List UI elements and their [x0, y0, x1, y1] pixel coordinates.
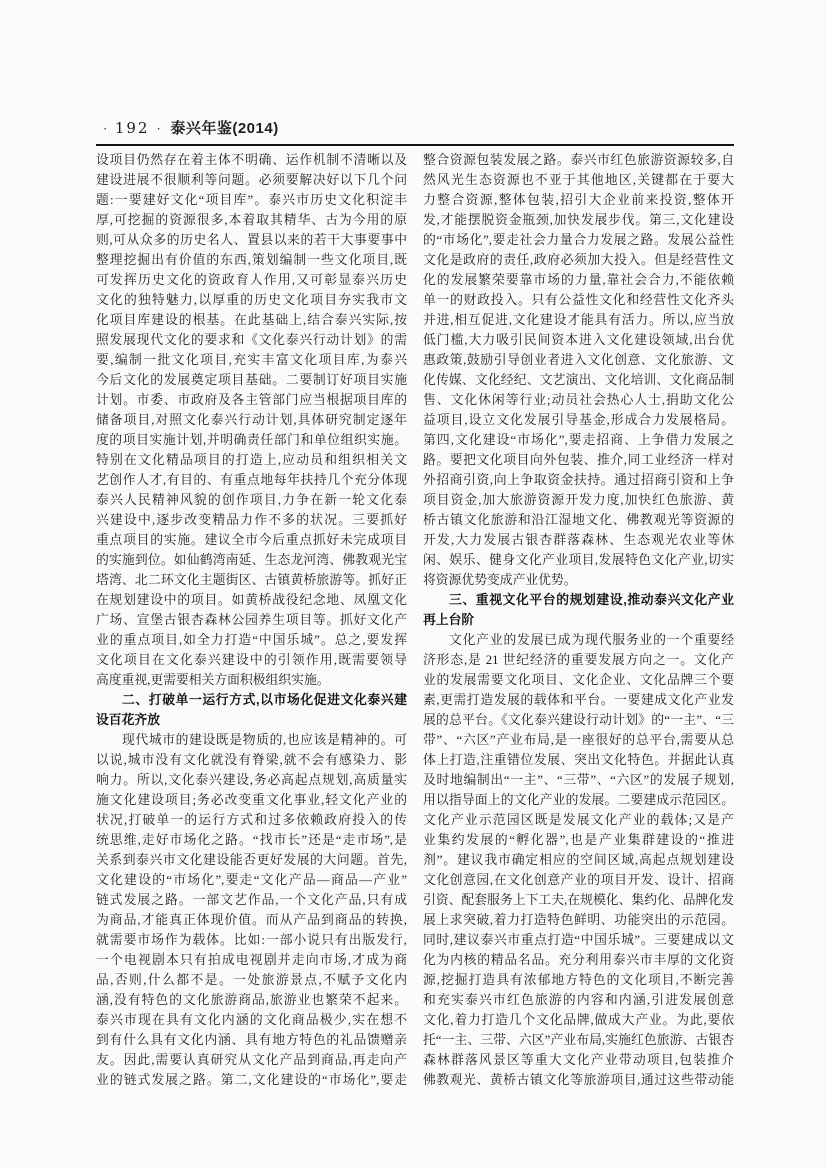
text-line: 文化,着力打造几个文化品牌,做成大产业。为此,要依 — [423, 1013, 734, 1027]
text-line: 并进,相互促进,文化建设才能具有活力。所以,应当放 — [423, 313, 734, 327]
text-line: 储备项目,对照文化泰兴行动计划,具体研究制定逐年 — [96, 413, 407, 427]
text-line: 及时地编制出“一主”、“三带”、“六区”的发展子规划, — [423, 773, 734, 787]
text-line: 托“一主、三带、六区”产业布局,实施红色旅游、古银杏 — [423, 1033, 734, 1047]
text-line: 品,否则,什么都不是。一处旅游景点,不赋予文化内 — [96, 973, 407, 987]
text-line: 重点项目的实施。建议全市今后重点抓好未完成项目 — [96, 533, 407, 547]
two-column-text — [96, 150, 734, 1090]
text-line: 桥古镇文化旅游和沿江湿地文化、佛教观光等资源的 — [423, 513, 734, 527]
text-line: 外招商引资,向上争取资金扶持。通过招商引资和上争 — [423, 473, 734, 487]
text-line: 体上打造,注重错位发展、突出文化特色。并据此认真 — [423, 753, 734, 767]
text-line: 业的链式发展之路。第二,文化建设的“市场化”,要走 — [96, 1073, 407, 1087]
section-2-paragraph — [96, 730, 407, 1090]
text-line: 路。要把文化项目向外包装、推介,同工业经济一样对 — [423, 453, 734, 467]
text-line: 引资、配套服务上下工夫,在规模化、集约化、品牌化发 — [423, 893, 734, 907]
text-line: 剂”。建议我市确定相应的空间区域,高起点规划建设 — [423, 853, 734, 867]
text-line: 展上求突破,着力打造特色鲜明、功能突出的示范园。 — [423, 913, 734, 927]
text-line: 发,才能摆脱资金瓶颈,加快发展步伐。第三,文化建设 — [423, 213, 734, 227]
text-line: 和充实泰兴市红色旅游的内容和内涵,引进发展创意 — [423, 993, 734, 1007]
text-line: 化的发展繁荣要靠市场的力量,靠社会合力,不能依赖 — [423, 273, 734, 287]
text-line: 在规划建设中的项目。如黄桥战役纪念地、凤凰文化 — [96, 593, 407, 607]
text-line: 照发展现代文化的要求和《文化泰兴行动计划》的需 — [96, 333, 407, 347]
text-line: 友。因此,需要认真研究从文化产品到商品,再走向产 — [96, 1053, 407, 1067]
text-line: 高度重视,更需要相关方面积极组织实施。 — [96, 673, 330, 687]
text-line: 响力。所以,文化泰兴建设,务必高起点规划,高质量实 — [96, 773, 407, 787]
text-line: 文化项目在文化泰兴建设中的引领作用,既需要领导 — [96, 653, 407, 667]
text-line: 的“市场化”,要走社会力量合力发展之路。发展公益性 — [423, 233, 734, 247]
page-number: 192 — [114, 119, 150, 137]
text-line: 度的项目实施计划,并明确责任部门和单位组织实施。 — [96, 433, 407, 447]
text-line: 特别在文化精品项目的打造上,应动员和组织相关文 — [96, 453, 407, 467]
text-line: 低门槛,大力吸引民间资本进入文化建设领域,出台优 — [423, 333, 734, 347]
right-column — [423, 150, 734, 1090]
text-line: 链式发展之路。一部文艺作品,一个文化产品,只有成 — [96, 893, 407, 907]
text-line: 以说,城市没有文化就没有脊梁,就不会有感染力、影 — [96, 753, 407, 767]
text-line: 现代城市的建设既是物质的,也应该是精神的。可 — [122, 733, 407, 747]
text-line: 就需要市场作为载体。比如:一部小说只有出版发行, — [96, 933, 407, 947]
text-line: 力整合资源,整体包装,招引大企业前来投资,整体开 — [423, 193, 734, 207]
text-line: 设百花齐放 — [96, 712, 160, 727]
text-line: 塔湾、北二环文化主题街区、古镇黄桥旅游等。抓好正 — [96, 573, 407, 587]
text-line: 二、打破单一运行方式,以市场化促进文化泰兴建 — [122, 692, 407, 707]
text-line: 统思维,走好市场化之路。“找市长”还是“走市场”,是 — [96, 833, 407, 847]
text-line: 要,编制一批文化项目,充实丰富文化项目库,为泰兴 — [96, 353, 407, 367]
text-line: 三、重视文化平台的规划建设,推动泰兴文化产业 — [449, 592, 734, 607]
left-continued-paragraph — [96, 150, 407, 690]
text-line: 题:一要建好文化“项目库”。泰兴市历史文化积淀丰 — [96, 193, 407, 207]
text-line: 益项目,设立文化发展引导基金,形成合力发展格局。 — [423, 413, 734, 427]
text-line: 同时,建议泰兴市重点打造“中国乐城”。三要建成以文 — [423, 933, 734, 947]
text-line: 带”、“六区”产业布局,是一座很好的总平台,需要从总 — [423, 733, 734, 747]
right-continued-paragraph — [423, 150, 734, 590]
text-line: 素,更需打造发展的载体和平台。一要建成文化产业发 — [423, 693, 734, 707]
header-separator-dot-left: · — [103, 121, 108, 136]
text-line: 源,挖掘打造具有浓郁地方特色的文化项目,不断完善 — [423, 973, 734, 987]
section-3-paragraph — [423, 630, 734, 1090]
text-line: 的实施到位。如仙鹤湾南延、生态龙河湾、佛教观光宝 — [96, 553, 407, 567]
text-line: 惠政策,鼓励引导创业者进入文化创意、文化旅游、文 — [423, 353, 734, 367]
text-line: 佛教观光、黄桥古镇文化等旅游项目,通过这些带动能 — [423, 1073, 734, 1087]
text-line: 展的总平台。《文化泰兴建设行动计划》的“一主”、“三 — [423, 713, 734, 727]
text-line: 再上台阶 — [423, 612, 475, 627]
header-separator-dot-right: · — [156, 121, 162, 136]
text-line: 文化的独特魅力,以厚重的历史文化项目夯实我市文 — [96, 293, 407, 307]
text-line: 厚,可挖掘的资源很多,本着取其精华、古为今用的原 — [96, 213, 407, 227]
header-rule — [96, 144, 734, 146]
book-title: 泰兴年鉴(2014) — [170, 120, 279, 137]
text-line: 文化建设的“市场化”,要走“文化产品—商品—产业” — [96, 873, 407, 887]
section-3-heading — [423, 590, 734, 630]
text-line: 为商品,才能真正体现价值。而从产品到商品的转换, — [96, 913, 407, 927]
text-line: 文化产业的发展已成为现代服务业的一个重要经 — [449, 633, 734, 647]
left-column — [96, 150, 407, 1090]
text-line: 泰兴人民精神风貌的创作项目,力争在新一轮文化泰 — [96, 493, 407, 507]
text-line: 用以指导面上的文化产业的发展。二要建成示范园区。 — [423, 793, 734, 807]
text-line: 开发,大力发展古银杏群落森林、生态观光农业等休 — [423, 533, 734, 547]
text-line: 整理挖掘出有价值的东西,策划编制一些文化项目,既 — [96, 253, 407, 267]
text-line: 业集约发展的“孵化器”,也是产业集群建设的“推进 — [423, 833, 734, 847]
text-line: 设项目仍然存在着主体不明确、运作机制不清晰以及 — [96, 153, 407, 167]
text-line: 则,可从众多的历史名人、置县以来的若干大事要事中 — [96, 233, 407, 247]
text-line: 泰兴市现在具有文化内涵的文化商品极少,实在想不 — [96, 1013, 407, 1027]
text-line: 项目资金,加大旅游资源开发力度,加快红色旅游、黄 — [423, 493, 734, 507]
text-line: 兴建设中,逐步改变精品力作不多的状况。三要抓好 — [96, 513, 407, 527]
text-line: 关系到泰兴市文化建设能否更好发展的大问题。首先, — [96, 853, 407, 867]
text-line: 艺创作人才,有目的、有重点地每年扶持几个充分体现 — [96, 473, 407, 487]
text-line: 业的发展需要文化项目、文化企业、文化品牌三个要 — [423, 673, 734, 687]
text-line: 闲、娱乐、健身文化产业项目,发展特色文化产业,切实 — [423, 553, 734, 567]
text-line: 单一的财政投入。只有公益性文化和经营性文化齐头 — [423, 293, 734, 307]
text-line: 整合资源包装发展之路。泰兴市红色旅游资源较多,自 — [423, 153, 734, 167]
text-line: 到有什么具有文化内涵、具有地方特色的礼品馈赠亲 — [96, 1033, 407, 1047]
text-line: 化项目库建设的根基。在此基础上,结合泰兴实际,按 — [96, 313, 407, 327]
text-line: 文化产业示范园区既是发展文化产业的载体;又是产 — [423, 813, 734, 827]
text-line: 将资源优势变成产业优势。 — [423, 573, 577, 587]
text-line: 文化是政府的责任,政府必须加大投入。但是经营性文 — [423, 253, 734, 267]
text-line: 建设进展不很顺利等问题。必须要解决好以下几个问 — [96, 173, 407, 187]
text-line: 计划。市委、市政府及各主管部门应当根据项目库的 — [96, 393, 407, 407]
text-line: 售、文化休闲等行业;动员社会热心人士,捐助文化公 — [423, 393, 734, 407]
text-line: 文化创意园,在文化创意产业的项目开发、设计、招商 — [423, 873, 734, 887]
text-line: 一个电视剧本只有拍成电视剧并走向市场,才成为商 — [96, 953, 407, 967]
text-line: 涵,没有特色的文化旅游商品,旅游业也繁荣不起来。 — [96, 993, 407, 1007]
text-line: 森林群落风景区等重大文化产业带动项目,包装推介 — [423, 1053, 734, 1067]
text-line: 第四,文化建设“市场化”,要走招商、上争借力发展之 — [423, 433, 734, 447]
text-line: 济形态,是 21 世纪经济的重要发展方向之一。文化产 — [423, 653, 734, 667]
text-line: 广场、宣堡古银杏森林公园养生项目等。抓好文化产 — [96, 613, 407, 627]
text-line: 化为内核的精品名品。充分利用泰兴市丰厚的文化资 — [423, 953, 734, 967]
running-header — [96, 117, 734, 137]
text-line: 可发挥历史文化的资政育人作用,又可彰显泰兴历史 — [96, 273, 407, 287]
text-line: 状况,打破单一的运行方式和过多依赖政府投入的传 — [96, 813, 407, 827]
page-content — [96, 117, 734, 1090]
text-line: 业的重点项目,如全力打造“中国乐城”。总之,要发挥 — [96, 633, 407, 647]
text-line: 化传媒、文化经纪、文艺演出、文化培训、文化商品制 — [423, 373, 734, 387]
text-line: 今后文化的发展奠定项目基础。二要制订好项目实施 — [96, 373, 407, 387]
section-2-heading — [96, 690, 407, 730]
text-line: 然风光生态资源也不亚于其他地区,关键都在于要大 — [423, 173, 734, 187]
text-line: 施文化建设项目;务必改变重文化事业,轻文化产业的 — [96, 793, 407, 807]
